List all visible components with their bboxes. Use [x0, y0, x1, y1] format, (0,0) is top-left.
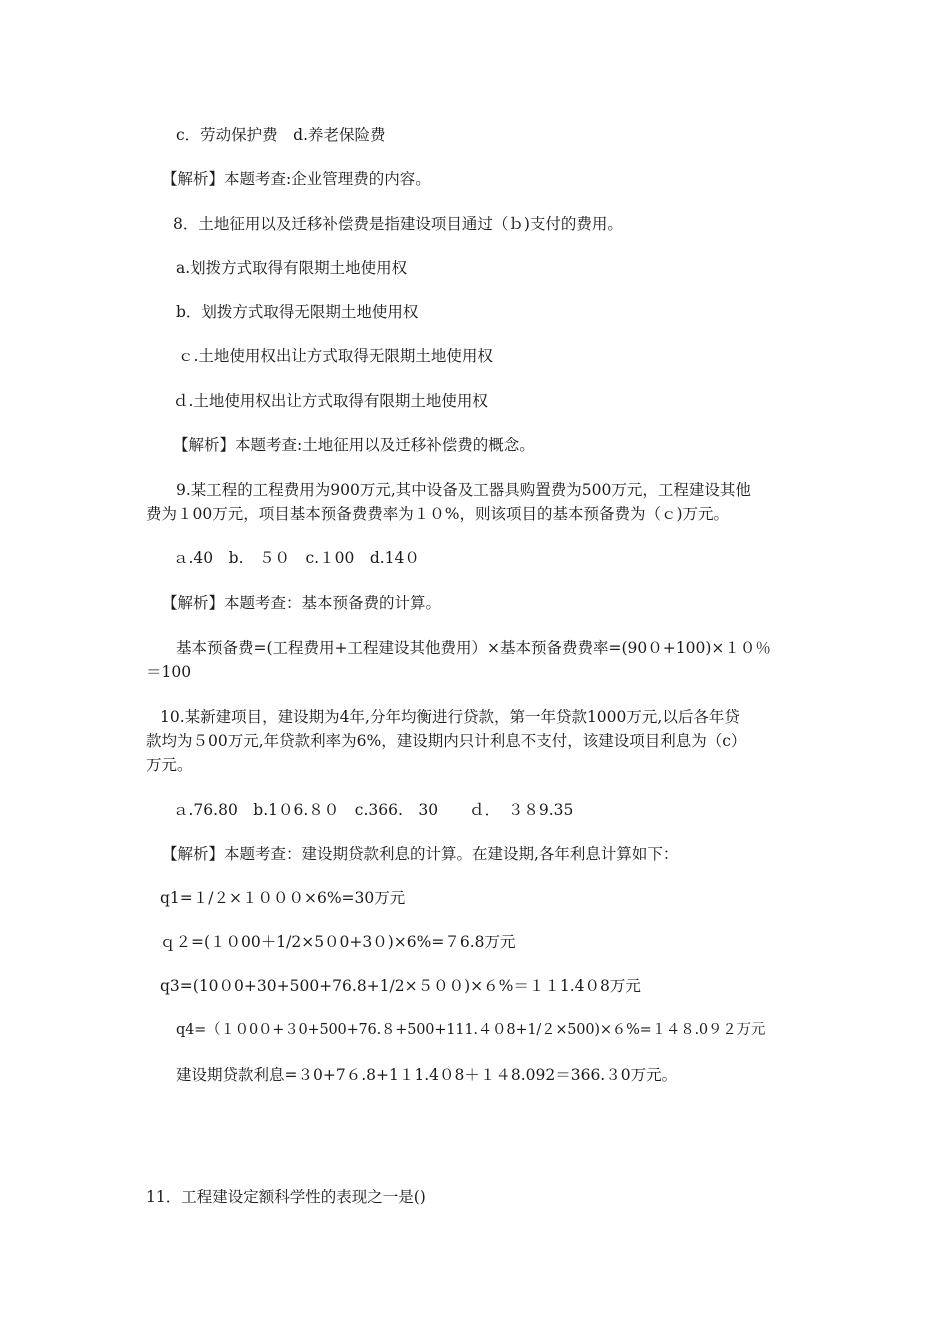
q4-calc: q4=（１０0０+３0+500+76.８+500+111.４０8+1/２×500)×６%=１４８.0９２万元 — [176, 1022, 766, 1038]
option-8c: ｃ.土地使用权出让方式取得无限期土地使用权 — [178, 347, 493, 365]
option-c-d: c．劳动保护费 d.养老保险费 — [176, 126, 386, 144]
formula-9-line-2: ＝100 — [146, 663, 192, 681]
analysis-7: 【解析】本题考查:企业管理费的内容。 — [162, 170, 431, 188]
question-10-line-1: 10.某新建项目，建设期为4年,分年均衡进行贷款，第一年贷款1000万元,以后各年贷 — [160, 708, 740, 726]
options-10: ａ.76.80 b.1０6.８０ c.366. 30 ｄ． ３８9.35 — [173, 801, 574, 819]
question-11: 11．工程建设定额科学性的表现之一是() — [146, 1188, 426, 1206]
question-9-line-2: 费为１00万元，项目基本预备费费率为１０%，则该项目的基本预备费为（ｃ)万元。 — [146, 505, 730, 523]
question-10-line-3: 万元。 — [146, 756, 193, 774]
analysis-10: 【解析】本题考查：建设期贷款利息的计算。在建设期,各年利息计算如下： — [162, 845, 679, 863]
q3-calc: q3=(10０0+30+500+76.8+1/2×５００)×６%＝１１1.4０8万元 — [160, 977, 641, 995]
q2-calc: ｑ２=(１０00＋1/2×5０0+3０)×6%=７6.8万元 — [160, 933, 516, 951]
analysis-8: 【解析】本题考查:土地征用以及迁移补偿费的概念。 — [173, 436, 535, 454]
option-8b: b．划拨方式取得无限期土地使用权 — [176, 303, 419, 321]
q1-calc: q1=１/２×１０００×6%=30万元 — [160, 889, 406, 907]
option-8d: ｄ.土地使用权出让方式取得有限期土地使用权 — [173, 392, 488, 410]
question-9-line-1: 9.某工程的工程费用为900万元,其中设备及工器具购置费为500万元，工程建设其他 — [176, 481, 751, 499]
options-9: ａ.40 b. ５０ c.１00 d.14０ — [173, 549, 420, 567]
analysis-9: 【解析】本题考查：基本预备费的计算。 — [162, 594, 442, 612]
formula-9-line-1: 基本预备费=(工程费用+工程建设其他费用）×基本预备费费率=(90０+100)×１０％ — [176, 639, 771, 657]
option-8a: a.划拨方式取得有限期土地使用权 — [176, 259, 408, 277]
total-interest: 建设期贷款利息=３0+7６.8+1１1.4０8＋１４8.092＝366.３0万元。 — [176, 1066, 678, 1084]
question-10-line-2: 款均为５00万元,年贷款利率为6%，建设期内只计利息不支付，该建设项目利息为（c） — [146, 732, 747, 750]
question-8: 8．土地征用以及迁移补偿费是指建设项目通过（ｂ)支付的费用。 — [173, 215, 623, 233]
